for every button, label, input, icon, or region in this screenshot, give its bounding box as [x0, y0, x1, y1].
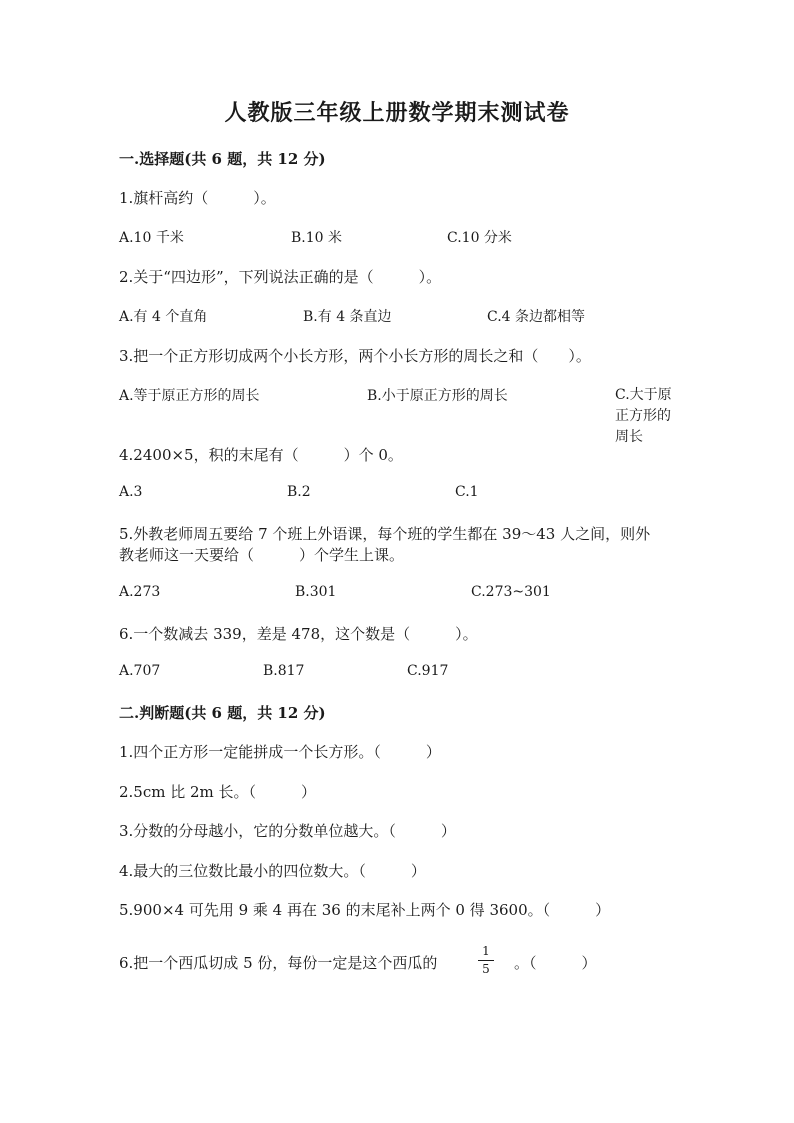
choice-option-5a: A.273: [119, 584, 161, 600]
choice-option-1c: C.10 分米: [447, 230, 512, 246]
choice-option-2c: C.4 条边都相等: [487, 309, 586, 325]
choice-question-4: 4.2400×5，积的末尾有（ ）个 0。: [119, 446, 403, 464]
choice-option-1b: B.10 米: [291, 230, 343, 246]
choice-option-6a: A.707: [119, 663, 161, 679]
choice-question-3: 3.把一个正方形切成两个小长方形，两个小长方形的周长之和（ ）。: [119, 347, 591, 365]
choice-option-4c: C.1: [455, 484, 479, 500]
section-heading-judgement: 二.判断题(共 6 题，共 12 分): [119, 704, 326, 722]
judgement-question-3: 3.分数的分母越小，它的分数单位越大。（ ）: [119, 822, 456, 840]
choice-option-4a: A.3: [119, 484, 143, 500]
judgement-question-2: 2.5cm 比 2m 长。（ ）: [119, 783, 317, 801]
choice-question-2: 2.关于“四边形”，下列说法正确的是（ ）。: [119, 268, 442, 286]
section-heading-choice: 一.选择题(共 6 题，共 12 分): [119, 150, 326, 168]
choice-question-5-line1: 5.外教老师周五要给 7 个班上外语课，每个班的学生都在 39～43 人之间，则外: [119, 525, 651, 543]
judgement-question-5: 5.900×4 可先用 9 乘 4 再在 36 的末尾补上两个 0 得 3600。（ ）: [119, 901, 611, 919]
fraction-denominator: 5: [482, 962, 490, 976]
fraction-numerator: 1: [482, 944, 490, 958]
choice-option-5c: C.273~301: [471, 584, 551, 600]
choice-option-1a: A.10 千米: [119, 230, 184, 246]
choice-option-5b: B.301: [295, 584, 337, 600]
judgement-question-1: 1.四个正方形一定能拼成一个长方形。（ ）: [119, 743, 441, 761]
choice-option-2b: B.有 4 条直边: [303, 309, 392, 325]
choice-question-5-line2: 教老师这一天要给（ ）个学生上课。: [119, 546, 405, 564]
choice-option-3a: A.等于原正方形的周长: [119, 388, 260, 404]
choice-option-3c: C.大于原正方形的周长: [615, 387, 672, 445]
judgement-question-6-text: 6.把一个西瓜切成 5 份，每份一定是这个西瓜的: [119, 954, 438, 972]
fraction-one-fifth: [478, 944, 494, 977]
choice-option-2a: A.有 4 个直角: [119, 309, 208, 325]
fraction-bar: [478, 960, 494, 961]
judgement-question-4: 4.最大的三位数比最小的四位数大。（ ）: [119, 862, 426, 880]
choice-question-1: 1.旗杆高约（ ）。: [119, 189, 276, 207]
judgement-question-6-bracket: 。（ ）: [514, 954, 597, 972]
choice-question-6: 6.一个数减去 339，差是 478，这个数是（ ）。: [119, 625, 478, 643]
choice-option-3b: B.小于原正方形的周长: [367, 388, 508, 404]
choice-option-6c: C.917: [407, 663, 449, 679]
page-title: 人教版三年级上册数学期末测试卷: [224, 100, 570, 126]
choice-option-6b: B.817: [263, 663, 305, 679]
choice-option-4b: B.2: [287, 484, 311, 500]
